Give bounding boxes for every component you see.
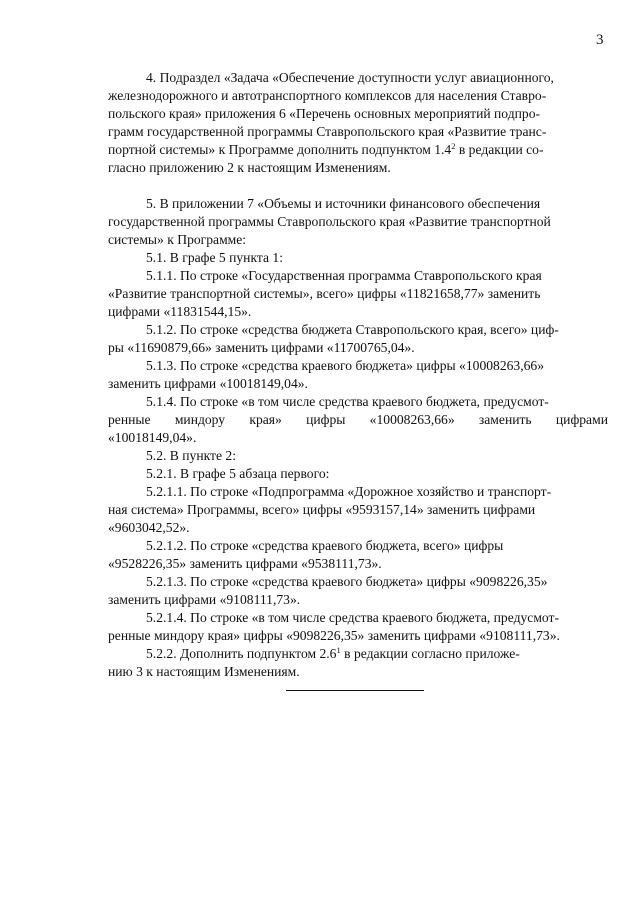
word: цифры bbox=[306, 412, 346, 427]
text-line: «10018149,04». bbox=[108, 430, 197, 445]
text-line bbox=[108, 141, 608, 159]
text-line: 5.1.4. По строке «в том числе средства краевого бюджета, предусмот- bbox=[146, 394, 549, 409]
text-line: ная система» Программы, всего» цифры «9593157,14» заменить цифрами bbox=[108, 502, 536, 517]
text-line: гласно приложению 2 к настоящим Изменениям. bbox=[108, 160, 391, 175]
text-line: 5.2.1.2. По строке «средства краевого бюджета, всего» цифры bbox=[146, 538, 504, 553]
text-part: в редакции согласно приложе- bbox=[340, 646, 520, 661]
text-line: «Развитие транспортной системы», всего» цифры «11821658,77» заменить bbox=[108, 286, 541, 301]
text-line: «9528226,35» заменить цифрами «9538111,73». bbox=[108, 556, 382, 571]
text-line: системы» к Программе: bbox=[108, 232, 247, 247]
text-line: «9603042,52». bbox=[108, 520, 190, 535]
text-line: заменить цифрами «9108111,73». bbox=[108, 592, 301, 607]
superscript: 2 bbox=[451, 141, 456, 151]
text-line: 5. В приложении 7 «Объемы и источники финансового обеспечения bbox=[146, 196, 541, 211]
text-line-justified bbox=[108, 411, 608, 429]
text-line: заменить цифрами «10018149,04». bbox=[108, 376, 308, 391]
text-line bbox=[108, 645, 608, 663]
text-line: нию 3 к настоящим Изменениям. bbox=[108, 664, 300, 679]
text-line: 5.1. В графе 5 пункта 1: bbox=[146, 250, 283, 265]
text-line: цифрами «11831544,15». bbox=[108, 304, 252, 319]
page-number: 3 bbox=[596, 32, 604, 48]
paragraph-4 bbox=[108, 69, 608, 177]
text-part: 5.2.2. Дополнить подпунктом 2.6 bbox=[146, 646, 337, 661]
text-line: польского края» приложения 6 «Перечень основных мероприятий подпро- bbox=[108, 106, 541, 121]
text-part: в редакции со- bbox=[455, 142, 544, 157]
superscript: 1 bbox=[336, 645, 341, 655]
text-line: 5.2.1.1. По строке «Подпрограмма «Дорожное хозяйство и транспорт- bbox=[146, 484, 552, 499]
word: миндору bbox=[174, 412, 226, 427]
word: цифрами bbox=[555, 412, 608, 427]
text-line: 5.1.3. По строке «средства краевого бюджета» цифры «10008263,66» bbox=[146, 358, 545, 373]
word: «10008263,66» bbox=[369, 412, 455, 427]
text-line: 4. Подраздел «Задача «Обеспечение доступности услуг авиационного, bbox=[146, 70, 554, 85]
text-part: портной системы» к Программе дополнить подпунктом 1.4 bbox=[108, 142, 452, 157]
text-line: ры «11690879,66» заменить цифрами «11700765,04». bbox=[108, 340, 415, 355]
text-line: 5.2.1.3. По строке «средства краевого бюджета» цифры «9098226,35» bbox=[146, 574, 548, 589]
text-line: железнодорожного и автотранспортного комплексов для населения Ставро- bbox=[108, 88, 547, 103]
text-line: 5.2.1. В графе 5 абзаца первого: bbox=[146, 466, 330, 481]
text-line: 5.2. В пункте 2: bbox=[146, 448, 236, 463]
paragraph-5 bbox=[108, 195, 608, 681]
text-line: 5.2.1.4. По строке «в том числе средства краевого бюджета, предусмот- bbox=[146, 610, 560, 625]
word: заменить bbox=[478, 412, 532, 427]
text-line: 5.1.1. По строке «Государственная программа Ставропольского края bbox=[146, 268, 542, 283]
closing-divider bbox=[286, 690, 424, 691]
text-line: ренные миндору края» цифры «9098226,35» заменить цифрами «9108111,73». bbox=[108, 628, 560, 643]
word: края» bbox=[249, 412, 282, 427]
text-line: государственной программы Ставропольского края «Развитие транспортной bbox=[108, 214, 551, 229]
word: ренные bbox=[108, 412, 151, 427]
text-line: 5.1.2. По строке «средства бюджета Ставропольского края, всего» циф- bbox=[146, 322, 559, 337]
text-line: грамм государственной программы Ставропольского края «Развитие транс- bbox=[108, 124, 547, 139]
